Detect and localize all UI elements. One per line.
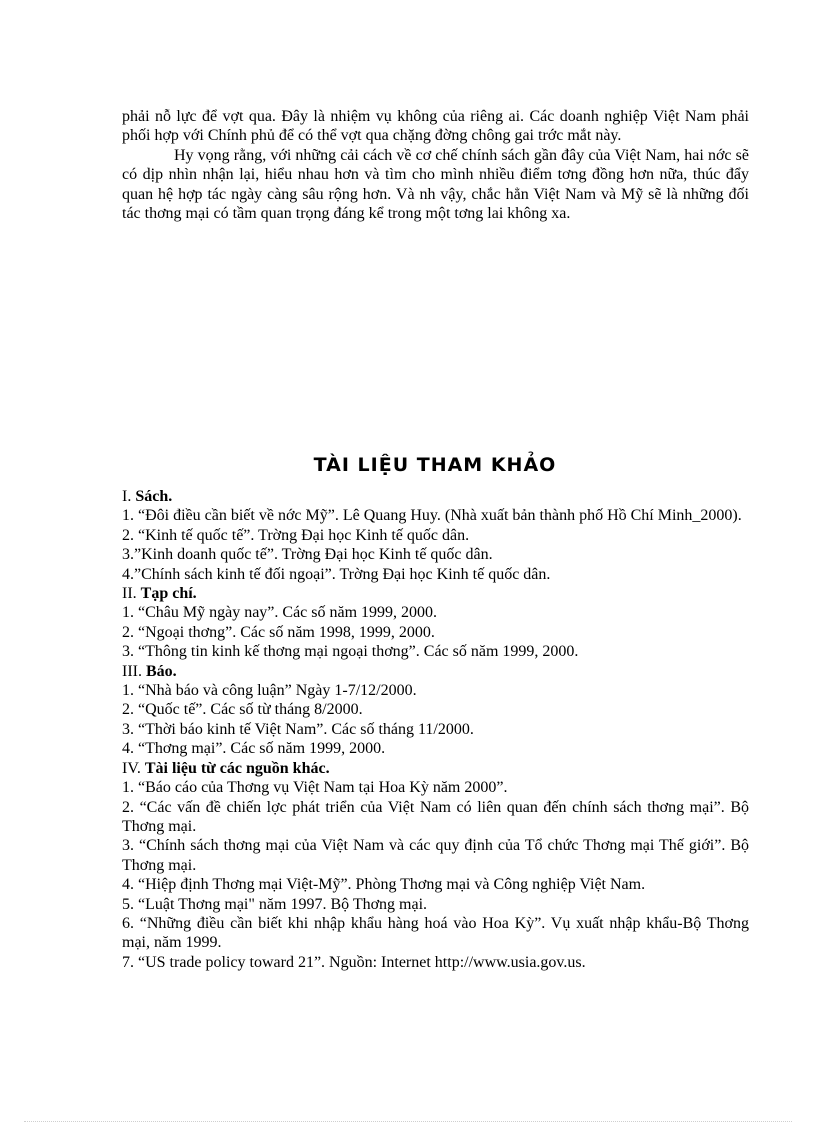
reference-item: 5. “Luật Thơng mại" năm 1997. Bộ Thơng mại. bbox=[122, 895, 428, 913]
reference-item: 1. “Đôi điều cần biết về nớc Mỹ”. Lê Quang Huy. (Nhà xuất bản thành phố Hồ Chí Minh_2000). bbox=[122, 507, 742, 525]
reference-item: 4. “Hiệp định Thơng mại Việt-Mỹ”. Phòng Thơng mại và Công nghiệp Việt Nam. bbox=[122, 876, 646, 894]
intro-text bbox=[122, 107, 749, 223]
section-numeral: I. bbox=[122, 488, 132, 505]
reference-item: 6. “Những điều cần biết khi nhập khẩu hàng hoá vào Hoa Kỳ”. Vụ xuất nhập khẩu-Bộ Thơng mại, năm 1999. bbox=[122, 914, 749, 952]
section-name: Báo. bbox=[145, 662, 177, 680]
reference-item: 1. “Nhà báo và công luận” Ngày 1-7/12/2000. bbox=[122, 682, 417, 700]
reference-item: 2. “Các vấn đề chiến lợc phát triển của Việt Nam có liên quan đến chính sách thơng mại”. Bộ Thơng mại. bbox=[122, 798, 749, 835]
reference-item: 4. “Thơng mại”. Các số năm 1999, 2000. bbox=[122, 740, 386, 758]
intro-paragraph: phải nỗ lực để vợt qua. Đây là nhiệm vụ không của riêng ai. Các doanh nghiệp Việt Nam phải phối hợp với Chính phủ để có thể vợt qua chặng đờng chông gai trớc mắt này. bbox=[122, 108, 749, 145]
section-name: Tạp chí. bbox=[140, 585, 197, 603]
section-name: Tài liệu từ các nguồn khác. bbox=[144, 759, 330, 777]
reference-item: 2. “Ngoại thơng”. Các số năm 1998, 1999, 2000. bbox=[122, 623, 435, 641]
reference-item: 3.”Kinh doanh quốc tế”. Trờng Đại học Kinh tế quốc dân. bbox=[122, 546, 493, 564]
reference-item: 7. “US trade policy toward 21”. Nguồn: Internet http://www.usia.gov.us. bbox=[122, 953, 586, 971]
section-heading-newspapers bbox=[122, 662, 749, 681]
reference-item: 1. “Báo cáo của Thơng vụ Việt Nam tại Hoa Kỳ năm 2000”. bbox=[122, 779, 508, 797]
references-list bbox=[122, 487, 749, 972]
reference-item: 2. “Kinh tế quốc tế”. Trờng Đại học Kinh tế quốc dân. bbox=[122, 526, 470, 544]
section-heading-journals bbox=[122, 584, 749, 603]
reference-item: 1. “Châu Mỹ ngày nay”. Các số năm 1999, 2000. bbox=[122, 604, 438, 622]
section-heading-other-sources bbox=[122, 759, 749, 778]
reference-item: 3. “Thông tin kinh kế thơng mại ngoại thơng”. Các số năm 1999, 2000. bbox=[122, 643, 579, 661]
section-numeral: II. bbox=[122, 585, 137, 603]
intro-paragraph: Hy vọng rằng, với những cải cách về cơ chế chính sách gần đây của Việt Nam, hai nớc sẽ có dịp nhìn nhận lại, hiểu nhau hơn và tìm cho mình nhiều điểm tơng đồng hơn nữa, thúc đẩy quan hệ hợp tác ngày càng sâu rộng hơn. Và nh vậy, chắc hẳn Việt Nam và Mỹ sẽ là những đối tác thơng mại có tầm quan trọng đáng kể trong một tơng lai không xa. bbox=[122, 146, 749, 223]
page-bottom-divider bbox=[24, 1121, 792, 1122]
section-numeral: III. bbox=[122, 662, 142, 680]
section-heading-books bbox=[122, 487, 749, 506]
section-name: Sách. bbox=[135, 488, 173, 505]
reference-item: 4.”Chính sách kinh tế đối ngoại”. Trờng Đại học Kinh tế quốc dân. bbox=[122, 565, 551, 583]
references-title: TÀI LIỆU THAM KHẢO bbox=[313, 454, 557, 476]
section-numeral: IV. bbox=[122, 759, 141, 777]
reference-item: 3. “Thời báo kinh tế Việt Nam”. Các số tháng 11/2000. bbox=[122, 720, 474, 738]
reference-item: 2. “Quốc tế”. Các số từ tháng 8/2000. bbox=[122, 701, 363, 719]
reference-item: 3. “Chính sách thơng mại của Việt Nam và các quy định của Tổ chức Thơng mại Thế giới”. Bộ Thơng mại. bbox=[122, 837, 749, 874]
